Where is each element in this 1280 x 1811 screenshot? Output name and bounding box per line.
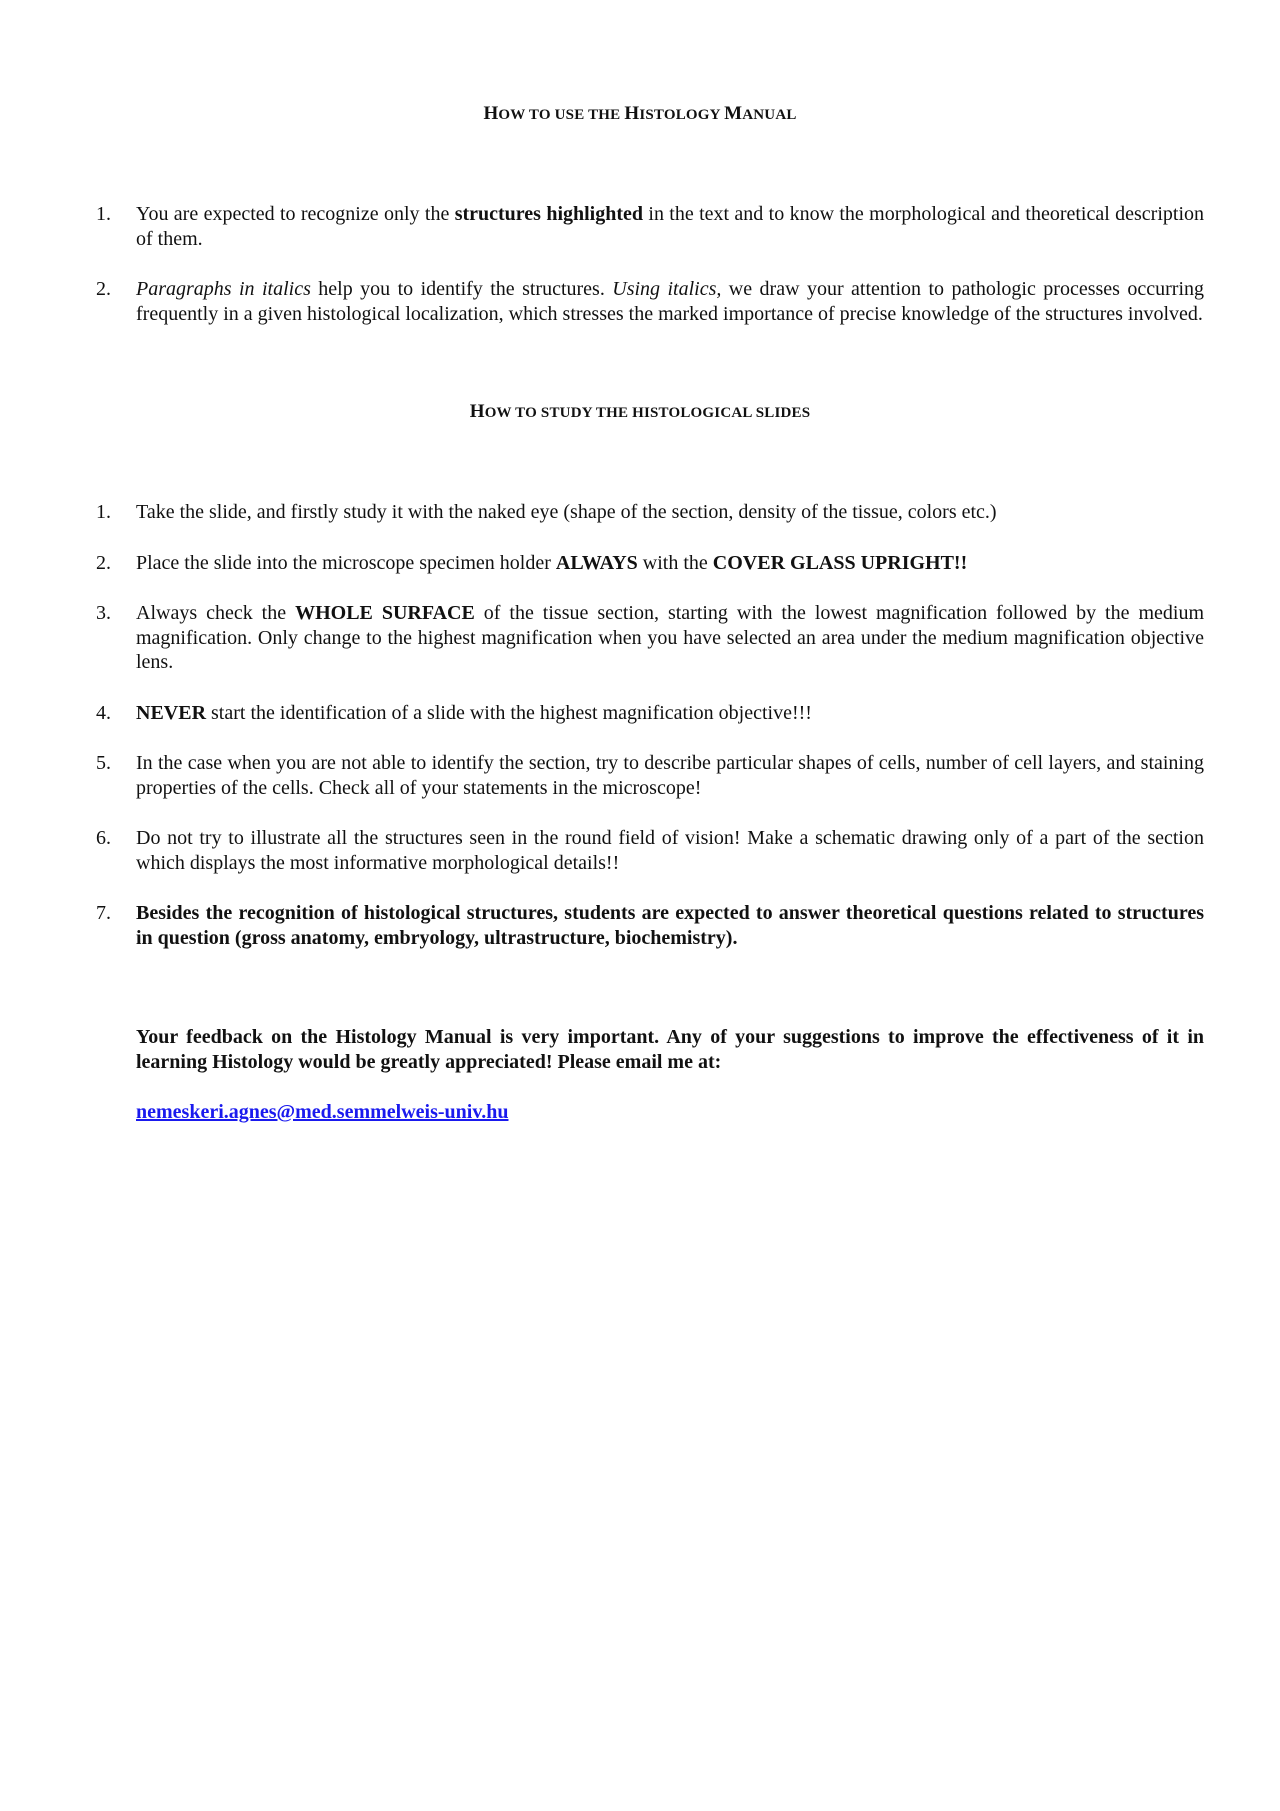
item-text: help you to identify the structures. bbox=[310, 278, 613, 300]
list-item bbox=[96, 277, 1204, 326]
heading-text: H bbox=[624, 103, 640, 124]
list-item bbox=[96, 901, 1204, 950]
item-number: 4. bbox=[96, 701, 111, 724]
item-text: in the text and to know the morphological and theoretical description of them. bbox=[136, 203, 1205, 250]
item-text-bold: structures highlighted bbox=[454, 203, 644, 225]
section-heading-how-to-use-manual bbox=[0, 103, 1280, 125]
heading-text: ISTOLOGY bbox=[639, 107, 725, 123]
item-text-bold: WHOLE SURFACE bbox=[295, 602, 475, 624]
list-item bbox=[96, 826, 1204, 875]
heading-text: OW TO USE THE bbox=[498, 107, 625, 123]
list-item bbox=[96, 601, 1204, 675]
item-number: 2. bbox=[96, 551, 111, 574]
item-number: 7. bbox=[96, 902, 111, 924]
list-item bbox=[96, 551, 1204, 576]
item-text-bold: COVER GLASS UPRIGHT!! bbox=[712, 551, 968, 574]
heading-text: M bbox=[724, 103, 743, 124]
list-item bbox=[96, 701, 1204, 726]
item-text-italic: Paragraphs in italics bbox=[136, 278, 311, 300]
item-number: 2. bbox=[96, 278, 111, 300]
item-number: 6. bbox=[96, 827, 111, 849]
feedback-paragraph: Your feedback on the Histology Manual is very important. Any of your suggestions to improve the effectiveness of it in learning Histology would be greatly appreciated! Please email me at: bbox=[136, 1026, 1204, 1073]
list-item bbox=[96, 202, 1204, 251]
heading-text: H bbox=[483, 103, 499, 124]
slide-study-list bbox=[96, 500, 1204, 976]
section-heading-how-to-study-slides bbox=[0, 401, 1280, 423]
item-text: Always check the bbox=[136, 602, 296, 624]
item-text-bold: Besides the recognition of histological structures, students are expected to answer theoretical questions related to structures in question (gross anatomy, embryology, ultrastructure, biochemistry). bbox=[136, 902, 1204, 949]
item-text: Do not try to illustrate all the structures seen in the round field of vision! Make a schematic drawing only of a part of the section which displays the most informative morphological details!! bbox=[136, 827, 1204, 874]
item-text: Place the slide into the microscope specimen holder bbox=[136, 551, 556, 574]
item-text-italic: Using italics, bbox=[612, 278, 722, 300]
item-text: You are expected to recognize only the bbox=[136, 203, 455, 225]
heading-text: H bbox=[469, 401, 485, 422]
item-text: start the identification of a slide with the highest magnification objective!!! bbox=[206, 701, 812, 724]
list-item bbox=[96, 500, 1204, 525]
item-number: 1. bbox=[96, 501, 111, 523]
item-number: 1. bbox=[96, 203, 111, 225]
item-number: 5. bbox=[96, 752, 111, 774]
heading-text: ANUAL bbox=[742, 107, 797, 123]
email-link[interactable]: nemeskeri.agnes@med.semmelweis-univ.hu bbox=[136, 1101, 509, 1123]
item-text-bold: ALWAYS bbox=[555, 551, 638, 574]
item-text: with the bbox=[637, 551, 713, 574]
list-item bbox=[96, 751, 1204, 800]
manual-usage-list bbox=[96, 202, 1204, 352]
heading-text: OW TO STUDY THE HISTOLOGICAL SLIDES bbox=[484, 405, 811, 421]
item-number: 3. bbox=[96, 602, 111, 624]
item-text-bold: NEVER bbox=[136, 701, 207, 724]
item-text: In the case when you are not able to identify the section, try to describe particular shapes of cells, number of cell layers, and staining properties of the cells. Check all of your statements in the microscope! bbox=[136, 752, 1204, 799]
item-text: we draw your attention to pathologic processes occurring frequently in a given histological localization, which stresses the marked importance of precise knowledge of the structures involved. bbox=[136, 278, 1204, 325]
item-text: of the tissue section, starting with the lowest magnification followed by the medium magnification. Only change to the highest magnification when you have selected an area under the medium magnification objective lens. bbox=[136, 602, 1205, 673]
item-text: Take the slide, and firstly study it with the naked eye (shape of the section, density of the tissue, colors etc.) bbox=[136, 501, 997, 523]
